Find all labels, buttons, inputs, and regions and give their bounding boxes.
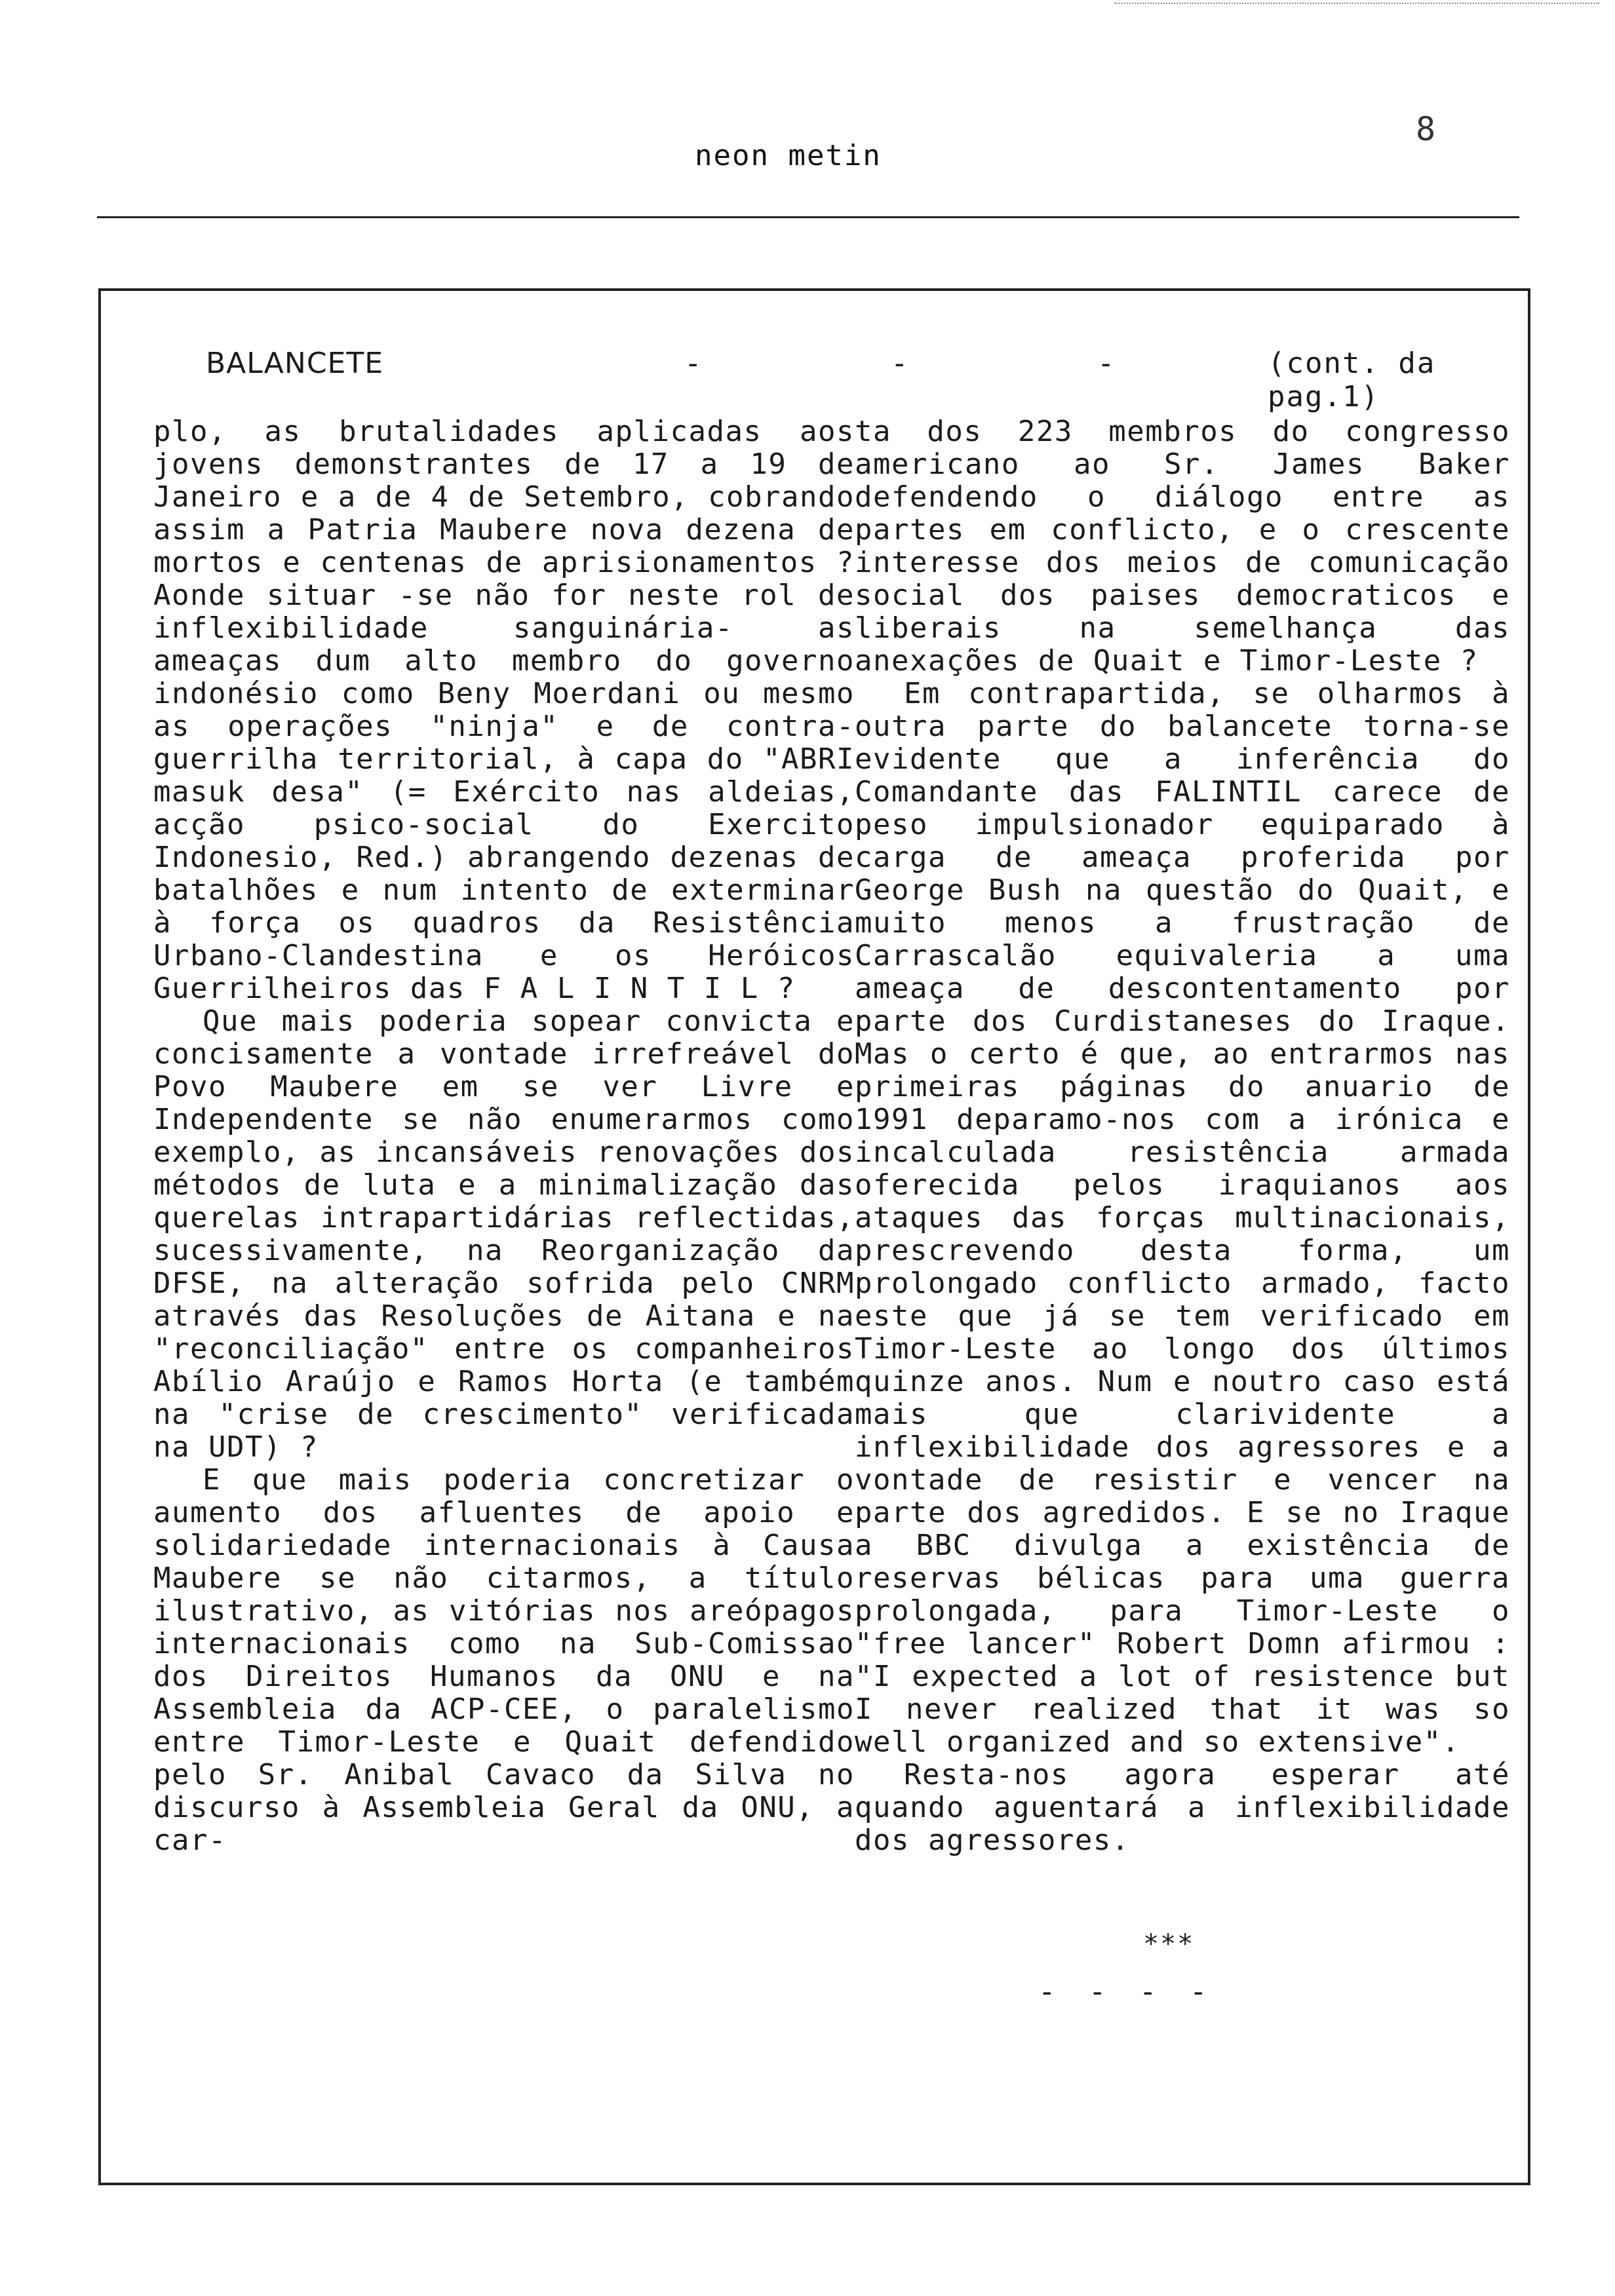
left-column [153,415,855,1857]
paragraph: ta dos 223 membros do congresso americano ao Sr. James Baker defendendo o diálogo entre as partes em conflicto, e o crescente interesse dos meios de comunicação social dos paises democraticos e liberais na semelhança das anexações de Quait e Timor-Leste ? [855,415,1510,678]
separator-dash: - [891,347,908,380]
page-number: 8 [1416,110,1436,148]
paragraph: Que mais poderia sopear convicta e concisamente a vontade irrefreável do Povo Maubere em se ver Livre e Independente se não enumerarmos como exemplo, as incansáveis renovações dos métodos de luta e a minimalização das querelas intrapartidárias reflectidas, sucessivamente, na Reorganização da DFSE, na alteração sofrida pelo CNRM através das Resoluções de Aitana e na "reconciliação" entre os companheiros Abílio Araújo e Ramos Horta (e também na "crise de crescimento" verificada na UDT) ? [153,1004,855,1464]
closing-dashes: - - - - [1038,1975,1215,2008]
header-rule [97,216,1519,218]
scan-noise [1114,3,1599,10]
separator-dash: - [684,347,702,380]
paragraph: Resta-nos agora esperar até quando aguentará a inflexibilidade dos agressores. [855,1758,1510,1857]
paragraph: plo, as brutalidades aplicadas aos jovens demonstrantes de 17 a 19 de Janeiro e a de 4 de Setembro, cobrando assim a Patria Maubere nova dezena de mortos e centenas de aprisionamentos ? Aonde situar -se não for neste rol de inflexibilidade sanguinária- as ameaças dum alto membro do governo indonésio como Beny Moerdani ou mesmo as operações "ninja" e de contra-guerrilha territorial, à capa do "ABRI masuk desa" (= Exército nas aldeias, acção psico-social do Exercito Indonesio, Red.) abrangendo dezenas de batalhões e num intento de exterminar à força os quadros da Resistência Urbano-Clandestina e os Heróicos Guerrilheiros das F A L I N T I L ? [153,415,855,1005]
paragraph: Em contrapartida, se olharmos à outra parte do balancete torna-se evidente que a inferência do Comandante das FALINTIL carece de peso impulsionador equiparado à carga de ameaça proferida por George Bush na questão do Quait, e muito menos a frustração de Carrascalão equivaleria a uma ameaça de descontentamento por parte dos Curdistaneses do Iraque. Mas o certo é que, ao entrarmos nas primeiras páginas do anuario de 1991 deparamo-nos com a irónica e incalculada resistência armada oferecida pelos iraquianos aos ataques das forças multinacionais, prescrevendo desta forma, um prolongado conflicto armado, facto este que já se tem verificado em Timor-Leste ao longo dos últimos quinze anos. Num e noutro caso está mais que clarividente a inflexibilidade dos agressores e a vontade de resistir e vencer na parte dos agredidos. E se no Iraque a BBC divulga a existência de reservas bélicas para uma guerra prolongada, para Timor-Leste o "free lancer" Robert Domn afirmou : "I expected a lot of resistence but I never realized that it was so well organized and so extensive". [855,677,1510,1759]
separator-dash: - [1097,347,1115,380]
section-title: BALANCETE [206,347,384,380]
closing-asterisks: *** [1143,1929,1195,1959]
masthead: neon metin [695,139,882,172]
right-column [855,415,1510,1857]
continuation-note: (cont. da pag.1) [1268,347,1436,413]
paragraph: E que mais poderia concretizar o aumento dos afluentes de apoio e solidariedade internacionais à Causa Maubere se não citarmos, a título ilustrativo, as vitórias nos areópagos internacionais como na Sub-Comissao dos Direitos Humanos da ONU e na Assembleia da ACP-CEE, o paralelismo entre Timor-Leste e Quait defendido pelo Sr. Anibal Cavaco da Silva no discurso à Assembleia Geral da ONU, a car- [153,1463,855,1857]
section-header [206,347,1451,413]
article-box [98,288,1530,2185]
